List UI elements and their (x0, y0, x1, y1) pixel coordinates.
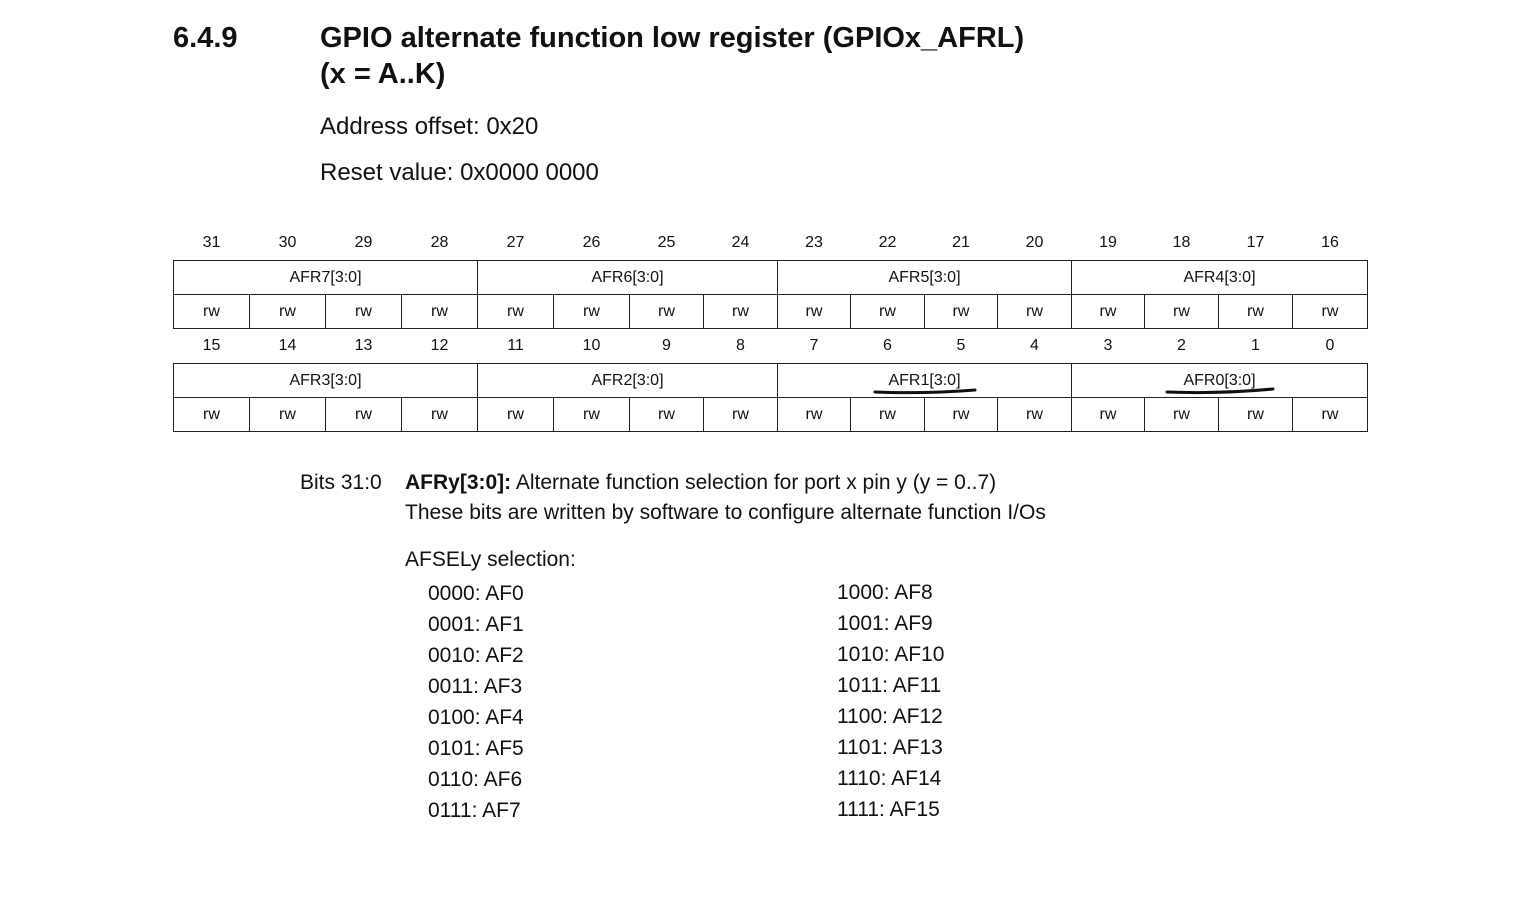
bit-number: 30 (278, 234, 297, 251)
access-rw: rw (1219, 295, 1293, 329)
bit-number: 10 (582, 337, 601, 354)
field-row-lower (174, 364, 1368, 398)
bit-number: 21 (952, 234, 970, 251)
field-afr1-label: AFR1[3:0] (888, 371, 961, 389)
access-rw: rw (478, 398, 554, 432)
access-rw: rw (250, 398, 326, 432)
af-entry: 1110: AF14 (837, 767, 942, 790)
af-entry: 1011: AF11 (837, 674, 942, 697)
bit-number: 1 (1251, 337, 1260, 354)
af-entry: 0011: AF3 (428, 675, 523, 698)
af-list-left (428, 578, 524, 826)
access-rw: rw (998, 398, 1072, 432)
access-rw: rw (704, 398, 778, 432)
access-rw: rw (1145, 295, 1219, 329)
access-rw: rw (851, 398, 925, 432)
field-afr4: AFR4[3:0] (1072, 261, 1368, 295)
field-afr1 (778, 364, 1072, 398)
field-afr7: AFR7[3:0] (174, 261, 478, 295)
access-rw: rw (1072, 295, 1145, 329)
field-name: AFRy[3:0]: (405, 471, 512, 494)
bit-number: 3 (1103, 337, 1113, 354)
af-entry: 1101: AF13 (837, 736, 943, 759)
bit-number: 2 (1177, 337, 1186, 354)
bit-numbers-lower (174, 329, 1368, 364)
field-afr2: AFR2[3:0] (478, 364, 778, 398)
access-rw: rw (778, 398, 851, 432)
field-afr6: AFR6[3:0] (478, 261, 778, 295)
bit-number: 17 (1246, 234, 1265, 251)
bit-number: 0 (1325, 337, 1335, 354)
address-offset: Address offset: 0x20 (320, 113, 539, 140)
af-entry: 1010: AF10 (837, 643, 945, 666)
bit-number: 9 (662, 337, 671, 354)
af-entry: 0010: AF2 (428, 644, 524, 667)
field-summary: Alternate function selection for port x pin y (y = 0..7) (511, 471, 997, 494)
access-rw: rw (402, 398, 478, 432)
af-entry: 0001: AF1 (428, 613, 524, 636)
bit-number: 7 (809, 337, 819, 354)
af-list-right (837, 577, 944, 825)
selection-heading: AFSELy selection: (405, 548, 576, 571)
bit-number: 24 (731, 234, 750, 251)
field-row-upper (174, 261, 1368, 295)
access-rw: rw (925, 398, 998, 432)
access-rw: rw (1293, 398, 1368, 432)
af-entry: 1111: AF15 (837, 798, 940, 821)
bit-number: 12 (430, 337, 449, 354)
field-afr3: AFR3[3:0] (174, 364, 478, 398)
af-entry: 0111: AF7 (428, 799, 521, 822)
af-entry: 1001: AF9 (837, 612, 933, 635)
access-rw: rw (925, 295, 998, 329)
bit-number: 11 (507, 337, 524, 354)
af-entry: 0101: AF5 (428, 737, 524, 760)
access-rw: rw (630, 398, 704, 432)
access-rw: rw (174, 295, 250, 329)
bit-number: 22 (878, 234, 897, 251)
field-summary-line (405, 468, 1046, 498)
bit-number: 28 (430, 234, 449, 251)
access-row-upper (174, 295, 1368, 329)
section-title-line-1: GPIO alternate function low register (GPIOx_AFRL) (320, 22, 1025, 54)
access-rw: rw (778, 295, 851, 329)
bit-number: 13 (354, 337, 373, 354)
bit-numbers-upper (174, 226, 1368, 261)
section-title-line-2: (x = A..K) (320, 58, 446, 90)
field-afr0-label: AFR0[3:0] (1183, 371, 1256, 389)
access-rw: rw (402, 295, 478, 329)
bit-number: 27 (506, 234, 525, 251)
access-rw: rw (326, 295, 402, 329)
af-entry: 0110: AF6 (428, 768, 523, 791)
access-rw: rw (174, 398, 250, 432)
handwritten-underline-afr1 (873, 387, 977, 395)
bit-number: 5 (956, 337, 966, 354)
access-rw: rw (250, 295, 326, 329)
access-rw: rw (1293, 295, 1368, 329)
access-rw: rw (554, 295, 630, 329)
bit-number: 26 (582, 234, 601, 251)
bit-number: 16 (1321, 234, 1339, 251)
register-bit-table (173, 226, 1368, 432)
access-rw: rw (1072, 398, 1145, 432)
af-entry: 0000: AF0 (428, 582, 524, 605)
bit-number: 8 (736, 337, 745, 354)
bit-number: 18 (1172, 234, 1191, 251)
access-rw: rw (478, 295, 554, 329)
bit-number: 29 (354, 234, 373, 251)
handwritten-underline-afr0 (1165, 387, 1275, 395)
af-entry: 1100: AF12 (837, 705, 943, 728)
bit-number: 14 (278, 337, 297, 354)
access-rw: rw (851, 295, 925, 329)
access-rw: rw (1145, 398, 1219, 432)
access-rw: rw (704, 295, 778, 329)
section-title (320, 20, 1024, 92)
bits-description (405, 468, 1046, 528)
section-number: 6.4.9 (173, 22, 238, 54)
field-detail: These bits are written by software to configure alternate function I/Os (405, 501, 1046, 524)
bit-number: 19 (1099, 234, 1117, 251)
af-entry: 1000: AF8 (837, 581, 933, 604)
bit-number: 15 (202, 337, 221, 354)
access-rw: rw (998, 295, 1072, 329)
field-afr0 (1072, 364, 1368, 398)
bit-number: 31 (202, 234, 221, 251)
access-rw: rw (630, 295, 704, 329)
access-rw: rw (326, 398, 402, 432)
access-rw: rw (1219, 398, 1293, 432)
bit-number: 6 (883, 337, 892, 354)
bit-number: 4 (1030, 337, 1039, 354)
field-afr5: AFR5[3:0] (778, 261, 1072, 295)
bit-number: 23 (805, 234, 823, 251)
access-row-lower (174, 398, 1368, 432)
bit-number: 20 (1025, 234, 1044, 251)
bit-number: 25 (657, 234, 676, 251)
access-rw: rw (554, 398, 630, 432)
bits-range-label: Bits 31:0 (300, 471, 382, 494)
af-entry: 0100: AF4 (428, 706, 524, 729)
reset-value: Reset value: 0x0000 0000 (320, 159, 599, 186)
